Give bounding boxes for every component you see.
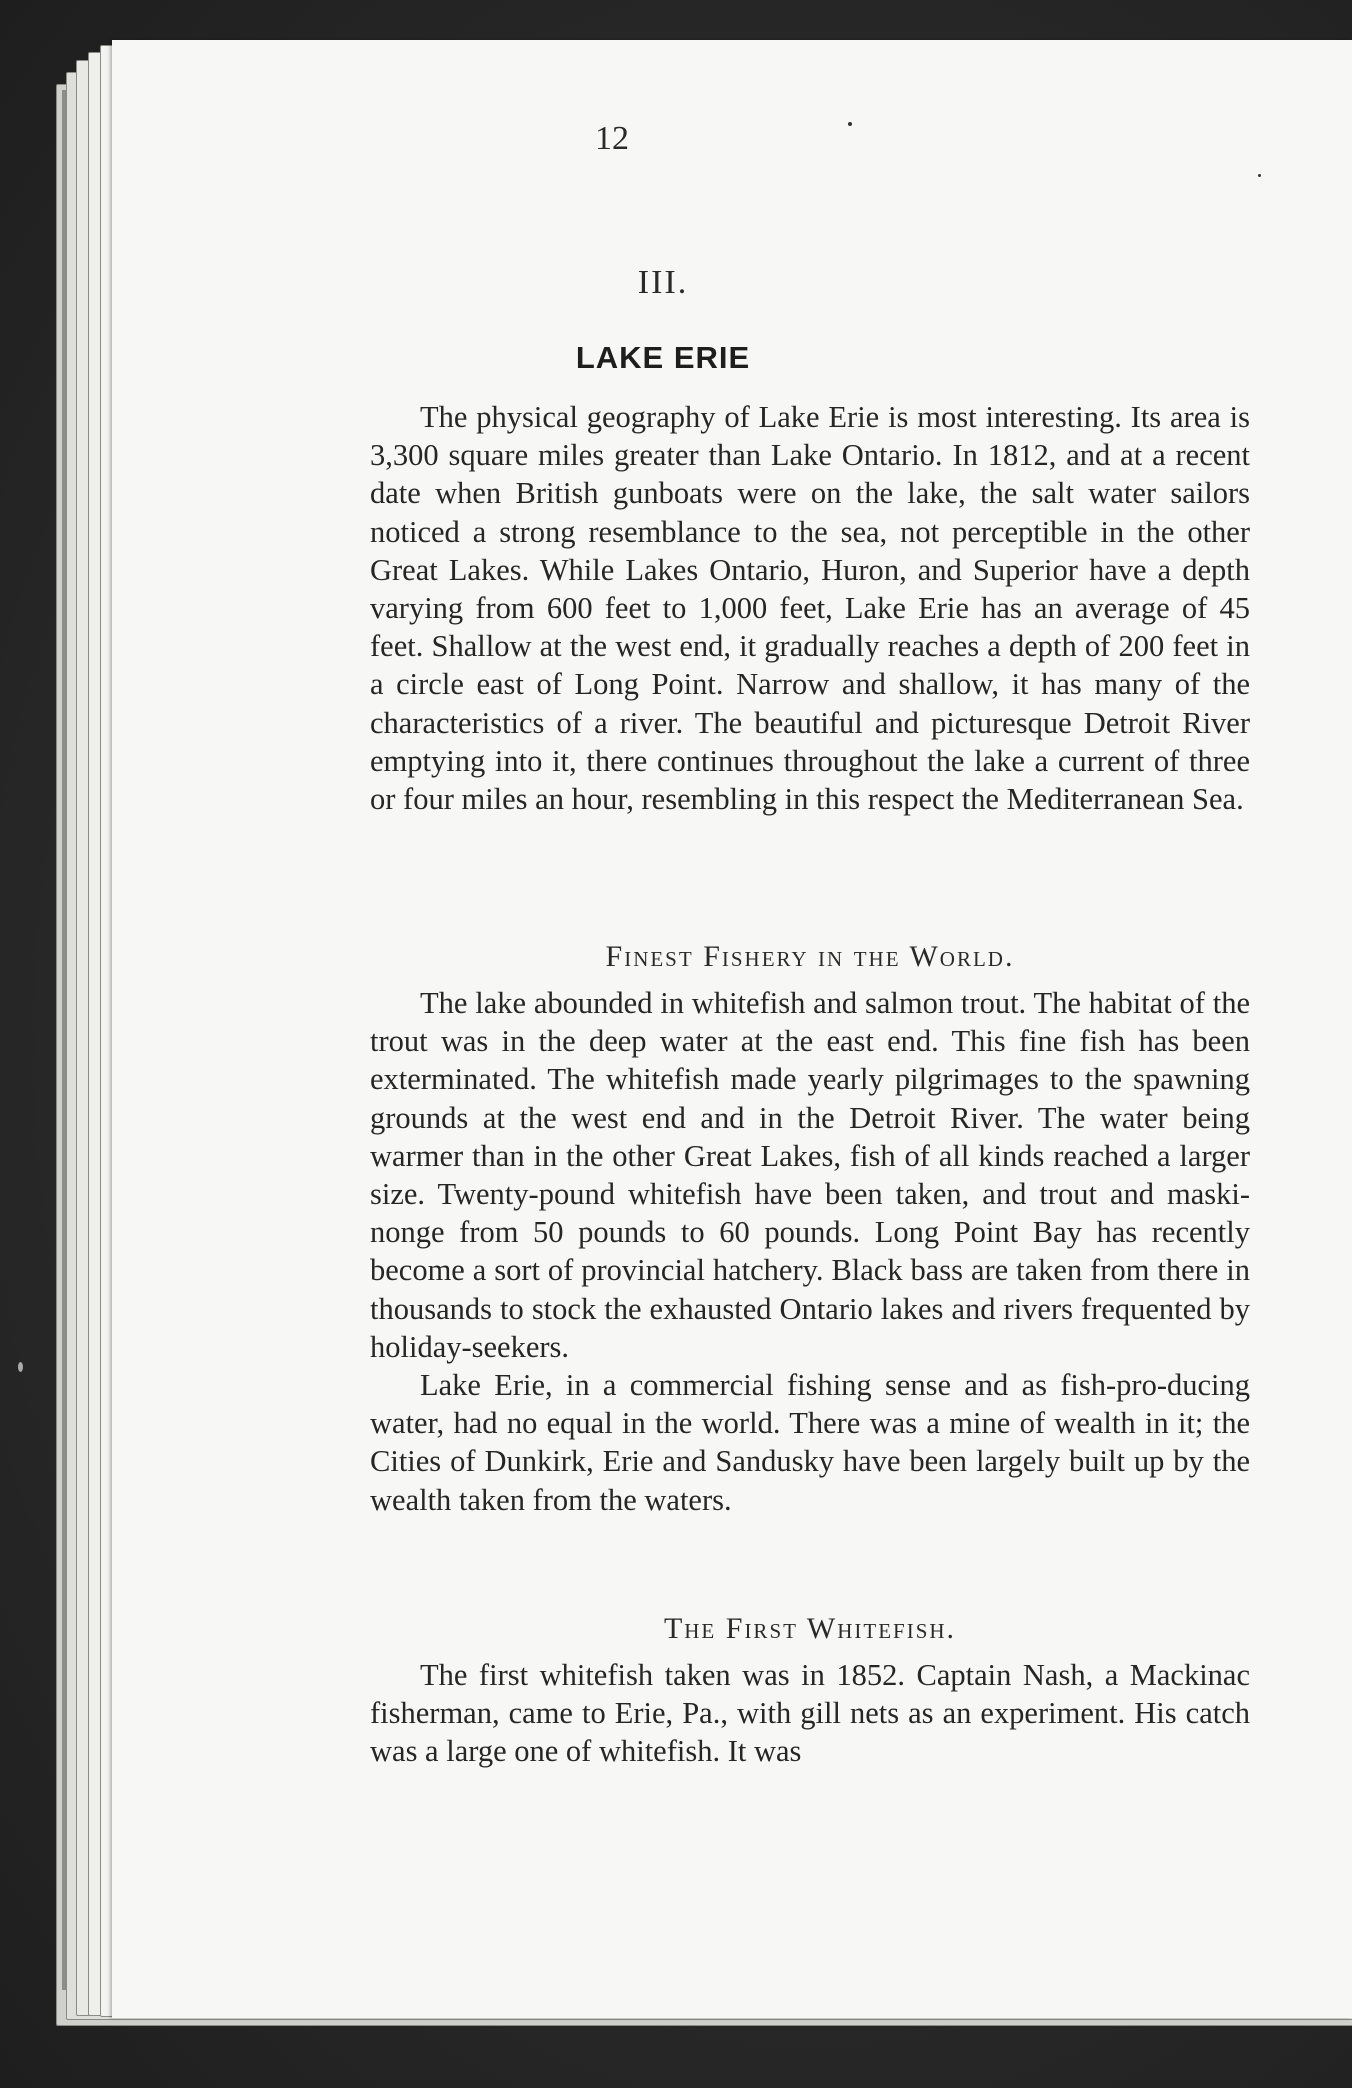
binding-edge: [62, 90, 66, 1990]
first-whitefish-body: [370, 1656, 1250, 1771]
page-number: 12: [595, 120, 629, 157]
dust-speck: [1258, 174, 1261, 177]
section-heading: The First Whitefish.: [663, 1612, 957, 1645]
paragraph: The lake abounded in whitefish and salmon trout. The habitat of the trout was in the deep water at the east end. This fine fish has been exterminated. The whitefish made yearly pilgrimages to the spawning grounds at the west end and in the Detroit River. The water being warmer than in the other Great Lakes, fish of all kinds reached a larger size. Twenty-pound whitefish have been taken, and trout and maski-nonge from 50 pounds to 60 pounds. Long Point Bay has recently become a sort of provincial hatchery. Black bass are taken from there in thousands to stock the exhausted Ontario lakes and rivers frequented by holiday-seekers.: [370, 986, 1250, 1364]
chapter-number: III.: [637, 264, 689, 301]
paragraph: Lake Erie, in a commercial fishing sense and as fish-pro-ducing water, had no equal in the world. There was a mine of wealth in it; the Cities of Dunkirk, Erie and Sandusky have been largely built up by the wealth taken from the waters.: [370, 1368, 1250, 1517]
fishery-body: [370, 984, 1250, 1519]
paragraph: The physical geography of Lake Erie is most interesting. Its area is 3,300 square miles greater than Lake Ontario. In 1812, and at a recent date when British gunboats were on the lake, the salt water sailors noticed a strong resemblance to the sea, not perceptible in the other Great Lakes. While Lakes Ontario, Huron, and Superior have a depth varying from 600 feet to 1,000 feet, Lake Erie has an average of 45 feet. Shallow at the west end, it gradually reaches a depth of 200 feet in a circle east of Long Point. Narrow and shallow, it has many of the characteristics of a river. The beautiful and picturesque Detroit River emptying into it, there continues throughout the lake a current of three or four miles an hour, resembling in this respect the Mediterranean Sea.: [370, 400, 1250, 817]
section-heading: Finest Fishery in the World.: [605, 940, 1015, 973]
intro-body: [370, 398, 1250, 818]
paragraph: The first whitefish taken was in 1852. Captain Nash, a Mackinac fisherman, came to Erie, Pa., with gill nets as an experiment. His catch was a large one of whitefish. It was: [370, 1658, 1250, 1769]
dust-speck: [18, 1362, 23, 1372]
chapter-title: LAKE ERIE: [575, 340, 751, 375]
